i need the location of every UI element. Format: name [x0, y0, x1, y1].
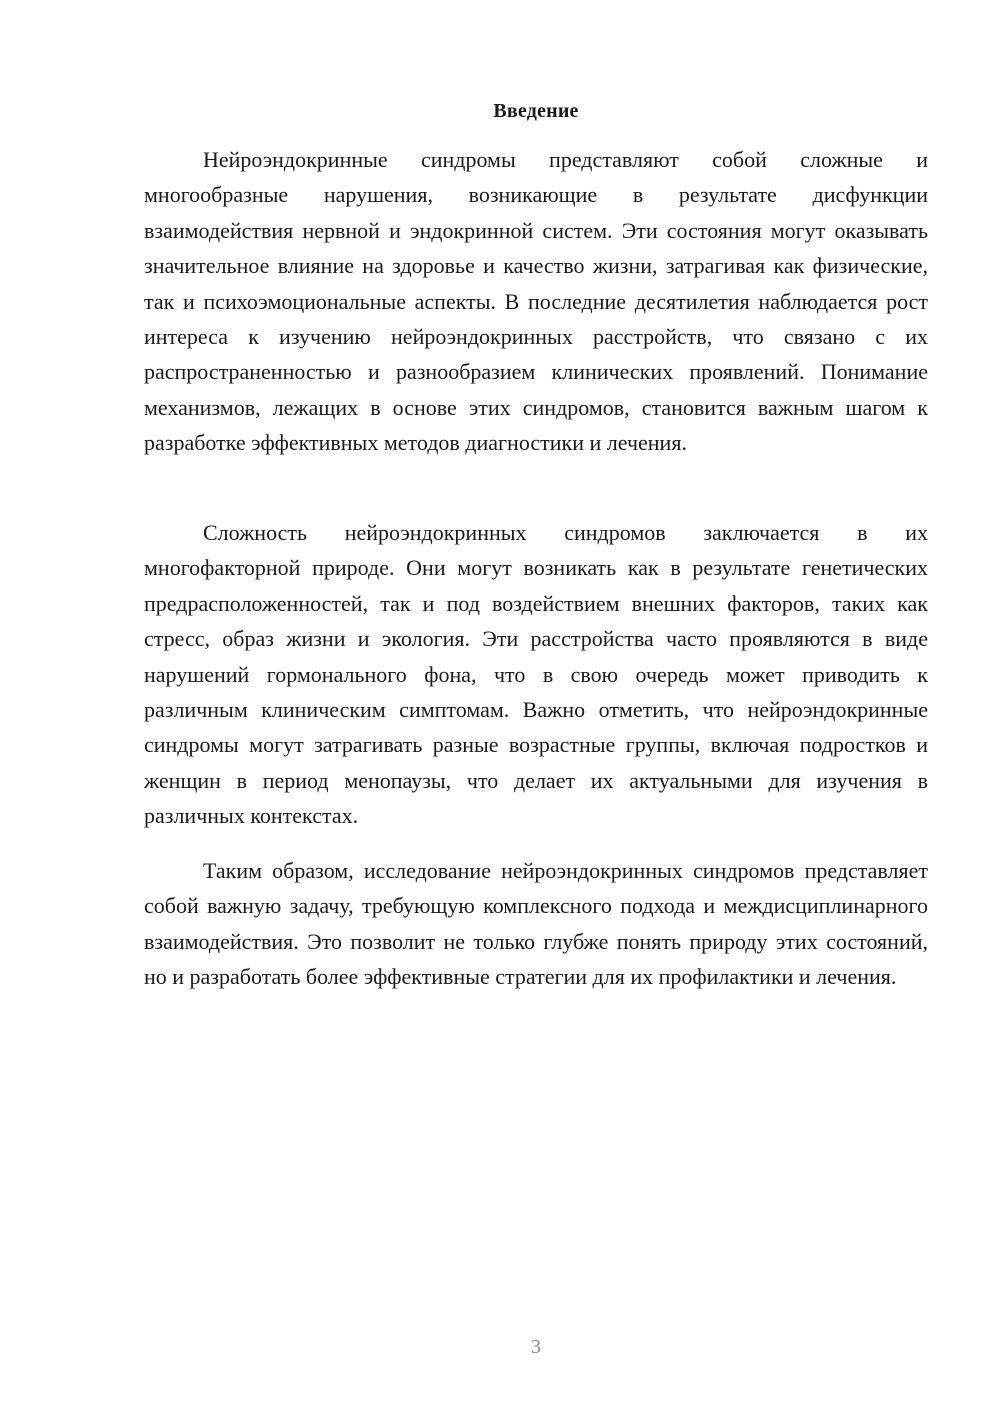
- body-paragraph: Таким образом, исследование нейроэндокринных синдромов представляет собой важную задачу, требующую комплексного подхода и междисциплинарного взаимодействия. Это позволит не только глубже понять природу этих состояний, но и разработать более эффективные стратегии для их профилактики и лечения.: [144, 858, 928, 990]
- body-paragraph: Сложность нейроэндокринных синдромов заключается в их многофакторной природе. Они могут возникать как в результате генетических предрасположенностей, так и под воздействием внешних факторов, таких как стресс, образ жизни и экология. Эти расстройства часто проявляются в виде нарушений гормонального фона, что в свою очередь может приводить к различным клиническим симптомам. Важно отметить, что нейроэндокринные синдромы могут затрагивать разные возрастные группы, включая подростков и женщин в период менопаузы, что делает их актуальными для изучения в различных контекстах.: [144, 520, 928, 829]
- body-paragraph: Нейроэндокринные синдромы представляют собой сложные и многообразные нарушения, возникающие в результате дисфункции взаимодействия нервной и эндокринной систем. Эти состояния могут оказывать значительное влияние на здоровье и качество жизни, затрагивая как физические, так и психоэмоциональные аспекты. В последние десятилетия наблюдается рост интереса к изучению нейроэндокринных расстройств, что связано с их распространенностью и разнообразием клинических проявлений. Понимание механизмов, лежащих в основе этих синдромов, становится важным шагом к разработке эффективных методов диагностики и лечения.: [144, 147, 928, 456]
- page-number: 3: [531, 1336, 541, 1358]
- page-title: Введение: [493, 100, 579, 122]
